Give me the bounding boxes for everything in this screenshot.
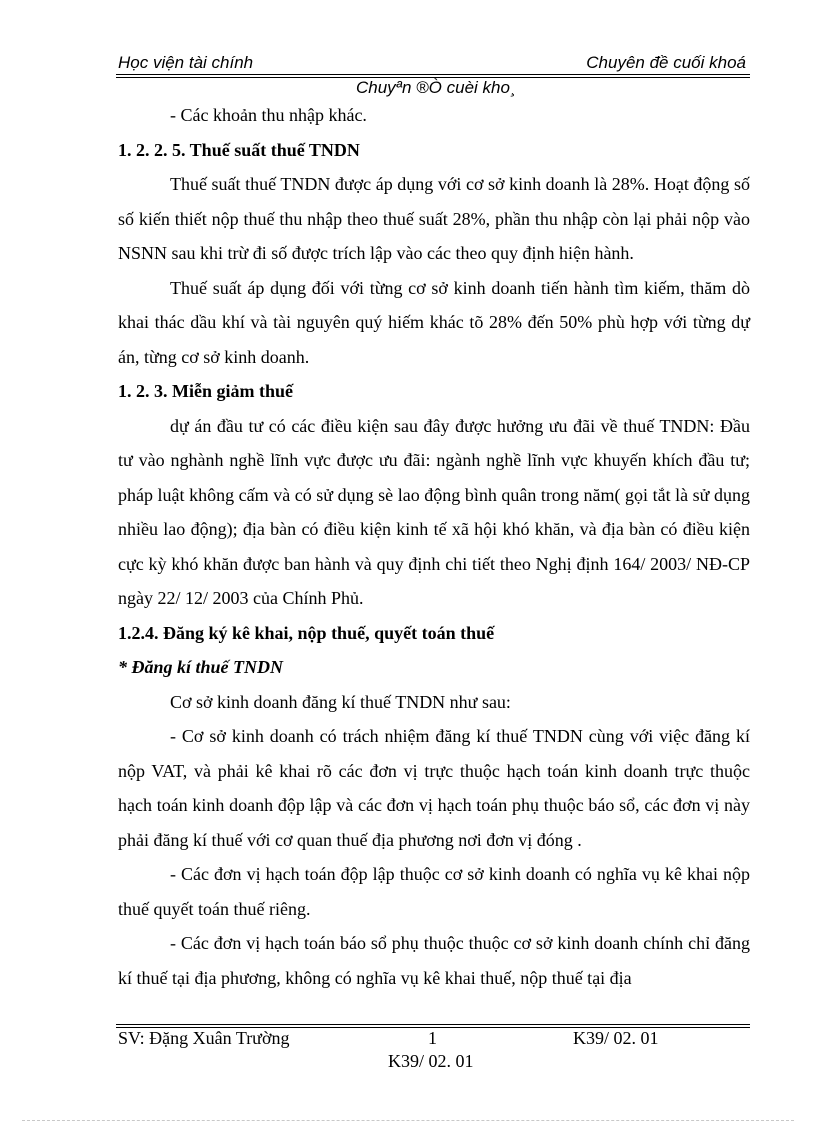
paragraph-tax-rate: Thuế suất thuế TNDN được áp dụng với cơ sở kinh doanh là 28%. Hoạt động số số kiến thiết nộp thuế thu nhập theo thuế suất 28%, phần thu nhập còn lại phải nộp vào NSNN sau khi trừ đi số được trích lập vào các theo quy định hiện hành. — [118, 174, 750, 263]
page-body — [118, 98, 750, 995]
header-subtitle: Chuyªn ®Ò cuèi kho¸ — [356, 78, 516, 97]
paragraph-registration-intro: Cơ sở kinh doanh đăng kí thuế TNDN như sau: — [170, 691, 511, 712]
header-rule-top — [116, 74, 750, 75]
header-document-type: Chuyên đề cuối khoá — [586, 53, 746, 72]
page-number: 1 — [428, 1028, 437, 1048]
footer-class-code-sub: K39/ 02. 01 — [388, 1051, 474, 1071]
heading-registration: 1.2.4. Đăng ký kê khai, nộp thuế, quyết toán thuế — [118, 622, 495, 643]
heading-tax-rate: 1. 2. 2. 5. Thuế suất thuế TNDN — [118, 139, 360, 160]
paragraph-other-income: - Các khoản thu nhập khác. — [170, 105, 367, 125]
paragraph-dependent-units: - Các đơn vị hạch toán báo sổ phụ thuộc thuộc cơ sở kinh doanh chính chỉ đăng kí thuế tại địa phương, không có nghĩa vụ kê khai thuế, nộp thuế tại địa — [118, 933, 750, 988]
header-institution: Học viện tài chính — [118, 53, 254, 72]
paragraph-registration-duty: - Cơ sở kinh doanh có trách nhiệm đăng kí thuế TNDN cùng với việc đăng kí nộp VAT, và phải kê khai rõ các đơn vị trực thuộc hạch toán kinh doanh trực thuộc hạch toán kinh doanh độp lập và các đơn vị hạch toán phụ thuộc báo sổ, các đơn vị này phải đăng kí thuế với cơ quan thuế địa phương nơi đơn vị đóng . — [118, 726, 750, 850]
heading-tax-registration: * Đăng kí thuế TNDN — [118, 657, 284, 677]
footer-student-name: SV: Đặng Xuân Trường — [118, 1028, 290, 1048]
footer-rule-top — [116, 1024, 750, 1025]
paragraph-independent-units: - Các đơn vị hạch toán độp lập thuộc cơ sở kinh doanh có nghĩa vụ kê khai nộp thuế quyết toán thuế riêng. — [118, 864, 750, 919]
paragraph-tax-rate-oil: Thuế suất áp dụng đối với từng cơ sở kinh doanh tiến hành tìm kiếm, thăm dò khai thác dầu khí và tài nguyên quý hiếm khác tõ 28% đến 50% phù hợp với từng dự án, từng cơ sở kinh doanh. — [118, 277, 750, 367]
paragraph-tax-exemption: dự án đầu tư có các điều kiện sau đây được hưởng ưu đãi về thuế TNDN: Đầu tư vào nghành nghề lĩnh vực được ưu đãi: ngành nghề lĩnh vực khuyến khích đầu tư; pháp luật không cấm và có sử dụng sè lao động bình quân trong năm( gọi tắt là sử dụng nhiều lao động); địa bàn có điều kiện kinh tế xã hội khó khăn, và địa bàn có điều kiện cực kỳ khó khăn được ban hành và quy định chi tiết theo Nghị định 164/ 2003/ NĐ-CP ngày 22/ 12/ 2003 của Chính Phủ. — [118, 415, 750, 608]
page-bottom-border — [22, 1120, 794, 1121]
footer-class-code: K39/ 02. 01 — [573, 1028, 659, 1048]
heading-tax-exemption: 1. 2. 3. Miễn giảm thuế — [118, 381, 293, 401]
